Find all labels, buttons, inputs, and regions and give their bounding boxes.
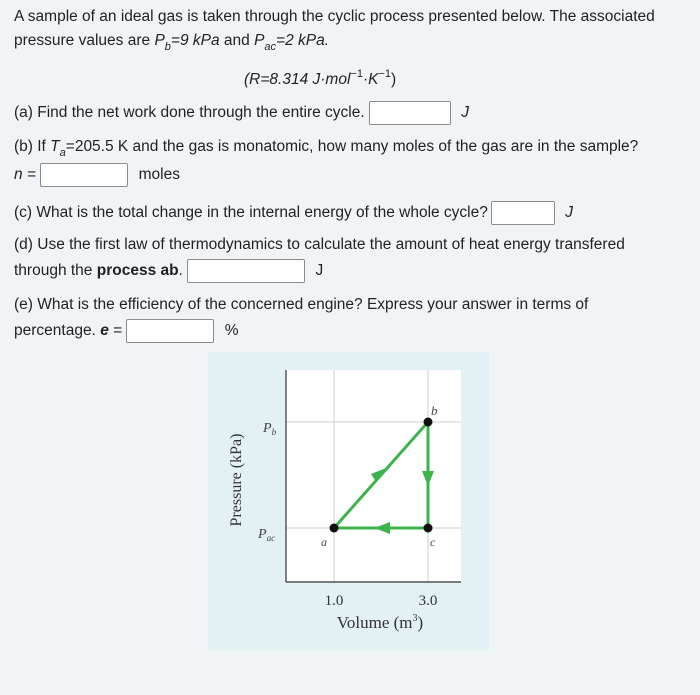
intro-pressure-label: pressure values are bbox=[14, 32, 155, 49]
question-c-text: (c) What is the total change in the internal energy of the whole cycle? bbox=[14, 204, 488, 222]
r-mid: ·K bbox=[362, 71, 379, 88]
e-equals: = bbox=[108, 322, 123, 340]
pb-subscript: b bbox=[164, 41, 171, 53]
r-exponent-2: −1 bbox=[378, 68, 391, 80]
y-tick-pb-symbol: P bbox=[263, 421, 272, 436]
question-e-prefix: percentage. bbox=[14, 322, 101, 340]
question-d-suffix: . bbox=[178, 262, 183, 280]
y-tick-pb-sub: b bbox=[271, 427, 277, 437]
e-symbol: e bbox=[100, 322, 109, 340]
pac-value: =2 kPa. bbox=[276, 32, 330, 49]
x-tick-2: 3.0 bbox=[418, 593, 438, 609]
answer-d-unit: J bbox=[315, 262, 324, 280]
question-d-line-2 bbox=[14, 259, 323, 283]
pv-diagram bbox=[208, 352, 489, 650]
pac-subscript: ac bbox=[264, 41, 277, 53]
answer-c-unit: J bbox=[565, 204, 573, 222]
question-c bbox=[14, 201, 573, 225]
question-d-prefix: through the bbox=[14, 262, 97, 280]
ta-subscript: a bbox=[59, 147, 66, 159]
pv-diagram-svg bbox=[208, 352, 489, 650]
intro-line-1 bbox=[14, 8, 655, 26]
x-axis-label bbox=[337, 613, 423, 632]
point-b bbox=[424, 418, 433, 427]
answer-b-input[interactable] bbox=[40, 163, 128, 187]
intro-line-2 bbox=[14, 32, 329, 53]
question-b bbox=[14, 138, 638, 159]
process-ab-label: process ab bbox=[96, 262, 179, 280]
pb-symbol: P bbox=[154, 32, 165, 49]
ta-value: =205.5 K bbox=[65, 138, 129, 155]
answer-b-row bbox=[14, 163, 180, 187]
y-tick-pac-symbol: P bbox=[258, 527, 267, 542]
x-tick-1: 1.0 bbox=[324, 593, 344, 609]
intro-text: A sample of an ideal gas is taken through the cyclic process presented below. The associated bbox=[14, 8, 655, 25]
question-d-text: (d) Use the first law of thermodynamics to calculate the amount of heat energy transfered bbox=[14, 236, 625, 253]
answer-a-input[interactable] bbox=[369, 101, 451, 125]
r-prefix: (R=8.314 J·mol bbox=[244, 71, 351, 88]
point-b-label: b bbox=[431, 403, 438, 418]
point-c-label: c bbox=[430, 535, 436, 549]
answer-d-input[interactable] bbox=[187, 259, 305, 283]
x-axis-label-text: Volume (m bbox=[336, 613, 413, 632]
point-c bbox=[424, 524, 433, 533]
pac-symbol: P bbox=[254, 32, 265, 49]
question-b-suffix: and the gas is monatomic, how many moles of the gas are in the sample? bbox=[128, 138, 639, 155]
answer-e-input[interactable] bbox=[126, 319, 214, 343]
y-tick-pac-sub: ac bbox=[266, 533, 276, 543]
y-axis-label: Pressure (kPa) bbox=[228, 433, 245, 527]
pb-value: =9 kPa bbox=[170, 32, 220, 49]
question-a-text: (a) Find the net work done through the entire cycle. bbox=[14, 104, 365, 122]
question-d-line-1 bbox=[14, 236, 625, 254]
n-label: n = bbox=[14, 166, 36, 184]
ta-symbol: T bbox=[50, 138, 60, 155]
x-axis-label-suffix: ) bbox=[417, 613, 424, 632]
answer-e-unit: % bbox=[224, 322, 239, 340]
question-b-prefix: (b) If bbox=[14, 138, 51, 155]
answer-b-unit: moles bbox=[138, 166, 180, 184]
r-exponent-1: −1 bbox=[350, 68, 363, 80]
answer-c-input[interactable] bbox=[491, 201, 555, 225]
question-a bbox=[14, 101, 469, 125]
question-e-line-1 bbox=[14, 296, 588, 314]
point-a-label: a bbox=[321, 535, 327, 549]
intro-and: and bbox=[219, 32, 255, 49]
r-suffix: ) bbox=[390, 71, 397, 88]
point-a bbox=[330, 524, 339, 533]
question-e-text: (e) What is the efficiency of the concerned engine? Express your answer in terms of bbox=[14, 296, 589, 313]
question-e-line-2 bbox=[14, 319, 239, 343]
x-axis-label-sup: 3 bbox=[412, 613, 418, 624]
y-tick-pac bbox=[257, 527, 275, 543]
answer-a-unit: J bbox=[461, 104, 470, 122]
gas-constant bbox=[244, 68, 396, 89]
y-tick-pb bbox=[262, 421, 277, 437]
